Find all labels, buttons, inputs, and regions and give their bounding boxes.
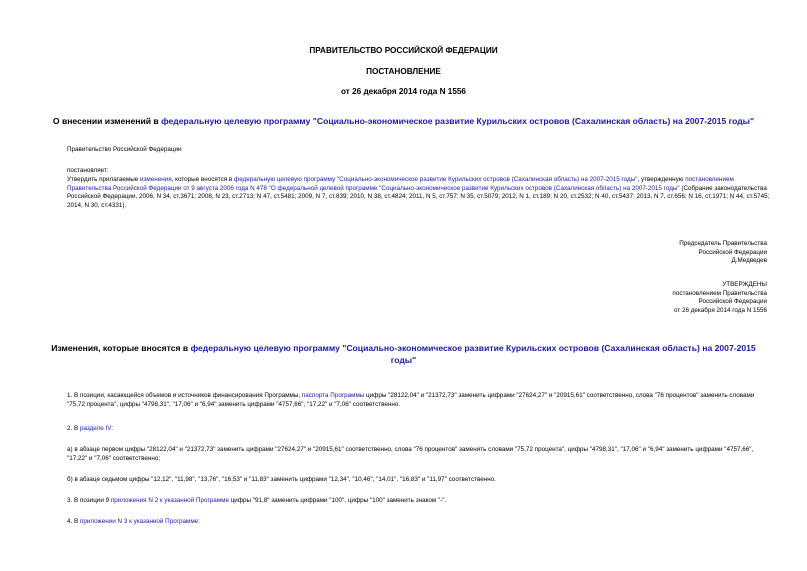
resolution-link[interactable]: постановлением Правительства Российской Федерации от 9 августа 2006 года N 478 "О федеральной целевой программе "Социально-экономическое развитие Курильских островов (Сахалинская область) на 2007-2015 годы" (67, 176, 734, 192)
decrees-text: постановляет: (67, 167, 109, 174)
signature-block: Председатель Правительства Российской Федерации Д.Медведев (679, 240, 767, 265)
passport-link[interactable]: паспорта Программы (301, 392, 365, 399)
program-link[interactable]: федеральную целевую программу "Социально-экономическое развитие Курильских островов (Сахалинская область) на 2007-2015 годы" (161, 116, 755, 126)
changes-title: Изменения, которые вносятся в федеральную целевую программу "Социально-экономическое развитие Курильских островов (Сахалинская область) на 2007-2015 годы" (51, 343, 756, 365)
item-2: 2. В разделе IV: (67, 425, 113, 432)
issuer-text: Правительство Российской Федерации (67, 146, 182, 153)
item-3: 3. В позиции 9 приложения N 2 к указанной Программе цифры "91,8" заменить цифрами "100", цифры "100" заменить знаком "-". (67, 497, 447, 504)
document-title: О внесении изменений в федеральную целевую программу "Социально-экономическое развитие Курильских островов (Сахалинская область) на 2007-2015 годы" (52, 116, 755, 126)
item-2a: а) в абзаце первом цифры "28122,04" и "21372,73" заменить цифрами "27624,27" и "20915,61" соответственно, слова "76 процентов" заменить словами "75,72 процента", цифры "4798,31", "17,06" и "6,94" заменить цифрами "4757,66", "17,22" и "7,06" соответственно; (67, 446, 754, 462)
document-date: от 26 декабря 2014 года N 1556 (341, 87, 466, 96)
item-2b: б) в абзаце седьмом цифры "12,12", "11,98", "13,76", "16,53" и "11,83" заменить цифрами "12,34", "10,46", "14,01", "16,83" и "11,97" соответственно. (67, 476, 496, 483)
appendix-3-link[interactable]: приложении N 3 к указанной Программе (79, 518, 199, 525)
section-iv-link[interactable]: разделе IV (79, 425, 112, 432)
document-type: ПОСТАНОВЛЕНИЕ (366, 67, 441, 76)
program-link-2[interactable]: федеральную целевую программу "Социально-экономическое развитие Курильских островов (Сахалинская область) на 2007-2015 годы" (234, 176, 638, 183)
program-link-3[interactable]: федеральную целевую программу "Социально-экономическое развитие Курильских островов (Сахалинская область) на 2007-2015 (190, 343, 756, 353)
changes-link[interactable]: изменения (140, 176, 172, 183)
approval-paragraph: Утвердить прилагаемые изменения, которые вносятся в федеральную целевую программу "Социально-экономическое развитие Курильских островов (Сахалинская область) на 2007-2015 годы", утвержденную постановлением Правительства Российской Федерации от 9 августа 2006 года N 478 "О федеральной целевой программе "Социально-экономическое развитие Курильских островов (Сахалинская область) на 2007-2015 годы" (Собрание законодательства Российской Федерации, 2006, N 34, ст.3671; 2008, N 23, ст.2713; N 47, ст.5481; 2009, N 7, ст.839; 2010, N 38, ст.4824; 2011, N 5, ст.757; N 35, ст.5079; 2012, N 1, ст.189; N 20, ст.2532; N 40, ст.5437; 2013, N 7, ст.656; N 16, ст.1971; N 44, ст.5745; 2014, N 30, ст.4331). (67, 176, 770, 209)
government-heading: ПРАВИТЕЛЬСТВО РОССИЙСКОЙ ФЕДЕРАЦИИ (309, 46, 498, 55)
item-1: 1. В позиции, касающейся объемов и источников финансирования Программы, паспорта Программы цифры "28122,04" и "21372,73" заменить цифрами "27624,27" и "20915,61" соответственно, слова "76 процентов" заменить словами "75,72 процента", цифры "4798,31", "17,06" и "6,94" заменить цифрами "4757,66", "17,22" и "7,06" соответственно. (67, 392, 755, 408)
approved-block: УТВЕРЖДЕНЫ постановлением Правительства Российской Федерации от 26 декабря 2014 года N 1556 (672, 281, 767, 314)
appendix-2-link[interactable]: приложения N 2 к указанной Программе (110, 497, 229, 504)
item-4: 4. В приложении N 3 к указанной Программе: (67, 518, 200, 525)
